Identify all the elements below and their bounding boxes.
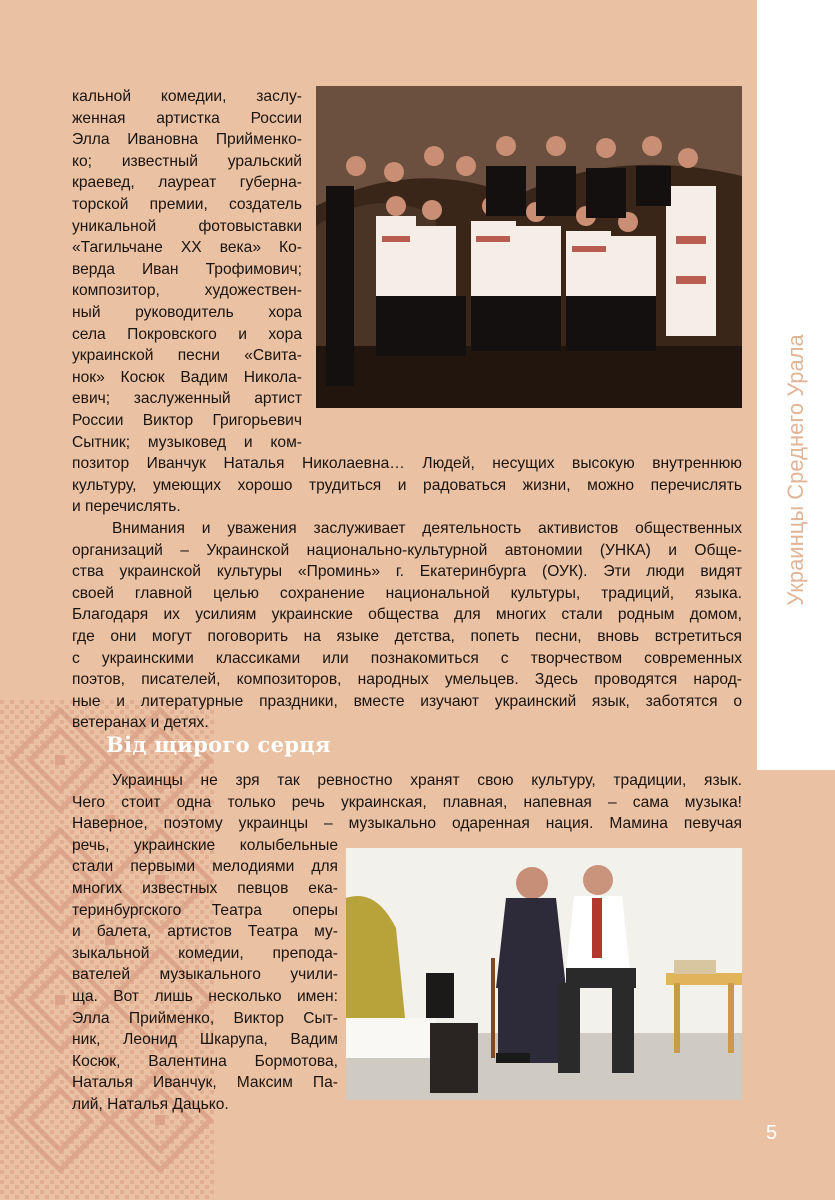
text-line: Элла Прийменко, Виктор Сыт- [72,1009,338,1027]
text-line: нок» Косюк Вадим Никола- [72,368,302,386]
text-line: и перечислять. [72,498,181,516]
text-line: композитор, художествен- [72,282,302,300]
text-line: верда Иван Трофимович; [72,260,302,278]
text-line: краевед, лауреат губерна- [72,174,302,192]
text-line: женная артистка России [72,109,302,127]
text-line: евич; заслуженный артист [72,390,302,408]
text-line: ветеранах и детях. [72,714,209,732]
text-line: Наверное, поэтому украинцы – музыкально одаренная нация. Мамина певучая [72,815,742,833]
text-line: Благодаря их усилиям украинские общества для многих стали родным домом, [72,606,742,624]
text-line: зыкальной комедии, препода- [72,944,338,962]
text-line: Украинцы не зря так ревностно хранят свою культуру, традиции, язык. [112,772,742,789]
text-line: речь, украинские колыбельные [72,836,338,854]
text-line: стали первыми мелодиями для [72,858,338,876]
text-line: села Покровского и хора [72,325,302,343]
two-elderly-men-photo-icon [346,848,742,1100]
text-line: Косюк, Валентина Бормотова, [72,1052,338,1070]
text-line: вателей музыкального учили- [72,966,338,984]
musicians-photo [346,848,742,1100]
text-line: организаций – Украинской национально-культурной автономии (УНКА) и Обще- [72,541,742,559]
text-line: ства украинской культуры «Проминь» г. Екатеринбурга (ОУК). Эти люди видят [72,563,742,581]
text-line: культуру, умеющих хорошо трудиться и радоваться жизни, можно перечислять [72,476,742,494]
text-line: Элла Ивановна Прийменко- [72,131,302,149]
text-line: лий, Наталья Дацько. [72,1096,229,1113]
text-line: поэтов, писателей, композиторов, народных умельцев. Здесь проводятся народ- [72,671,742,689]
page-number: 5 [766,1122,778,1144]
text-line: ник, Леонид Шкарупа, Вадим [72,1031,338,1049]
text-line: ко; известный уральский [72,152,302,170]
text-line: Внимания и уважения заслуживает деятельность активистов общественных [112,520,742,537]
text-line: где они могут поговорить на языке детства, попеть песни, вновь встретиться [72,628,742,645]
group-photo-icon [316,86,742,408]
text-line: ща. Вот лишь несколько имен: [72,988,338,1005]
text-line: кальной комедии, заслу- [72,88,302,105]
choir-photo [316,86,742,408]
text-line: с украинскими классиками или познакомиться с творчеством современных [72,649,742,667]
text-line: позитор Иванчук Наталья Николаевна… Людей, несущих высокую внутреннюю [72,455,742,473]
text-line: «Тагильчане XX века» Ко- [72,239,302,257]
text-line: Чего стоит одна только речь украинская, плавная, напевная – сама музыка! [72,793,742,811]
text-line: теринбургского Театра оперы [72,901,338,919]
text-line: ный руководитель хора [72,304,302,321]
text-line: России Виктор Григорьевич [72,412,302,429]
text-line: торской премии, создатель [72,196,302,213]
section-heading: Від щирого серця [106,732,331,757]
text-line: и балета, артистов Театра му- [72,923,338,941]
text-line: Сытник; музыковед и ком- [72,433,302,451]
text-line: своей главной целью сохранение национальной культуры, традиций, языка. [72,584,742,602]
text-line: многих известных певцов ека- [72,880,338,897]
text-line: уникальной фотовыставки [72,217,302,235]
text-line: Наталья Иванчук, Максим Па- [72,1074,338,1092]
text-line: ные и литературные праздники, вместе изучают украинский язык, заботятся о [72,692,742,710]
section-title-vertical: Украинцы Среднего Урала [783,334,808,606]
text-line: украинской песни «Свита- [72,347,302,365]
